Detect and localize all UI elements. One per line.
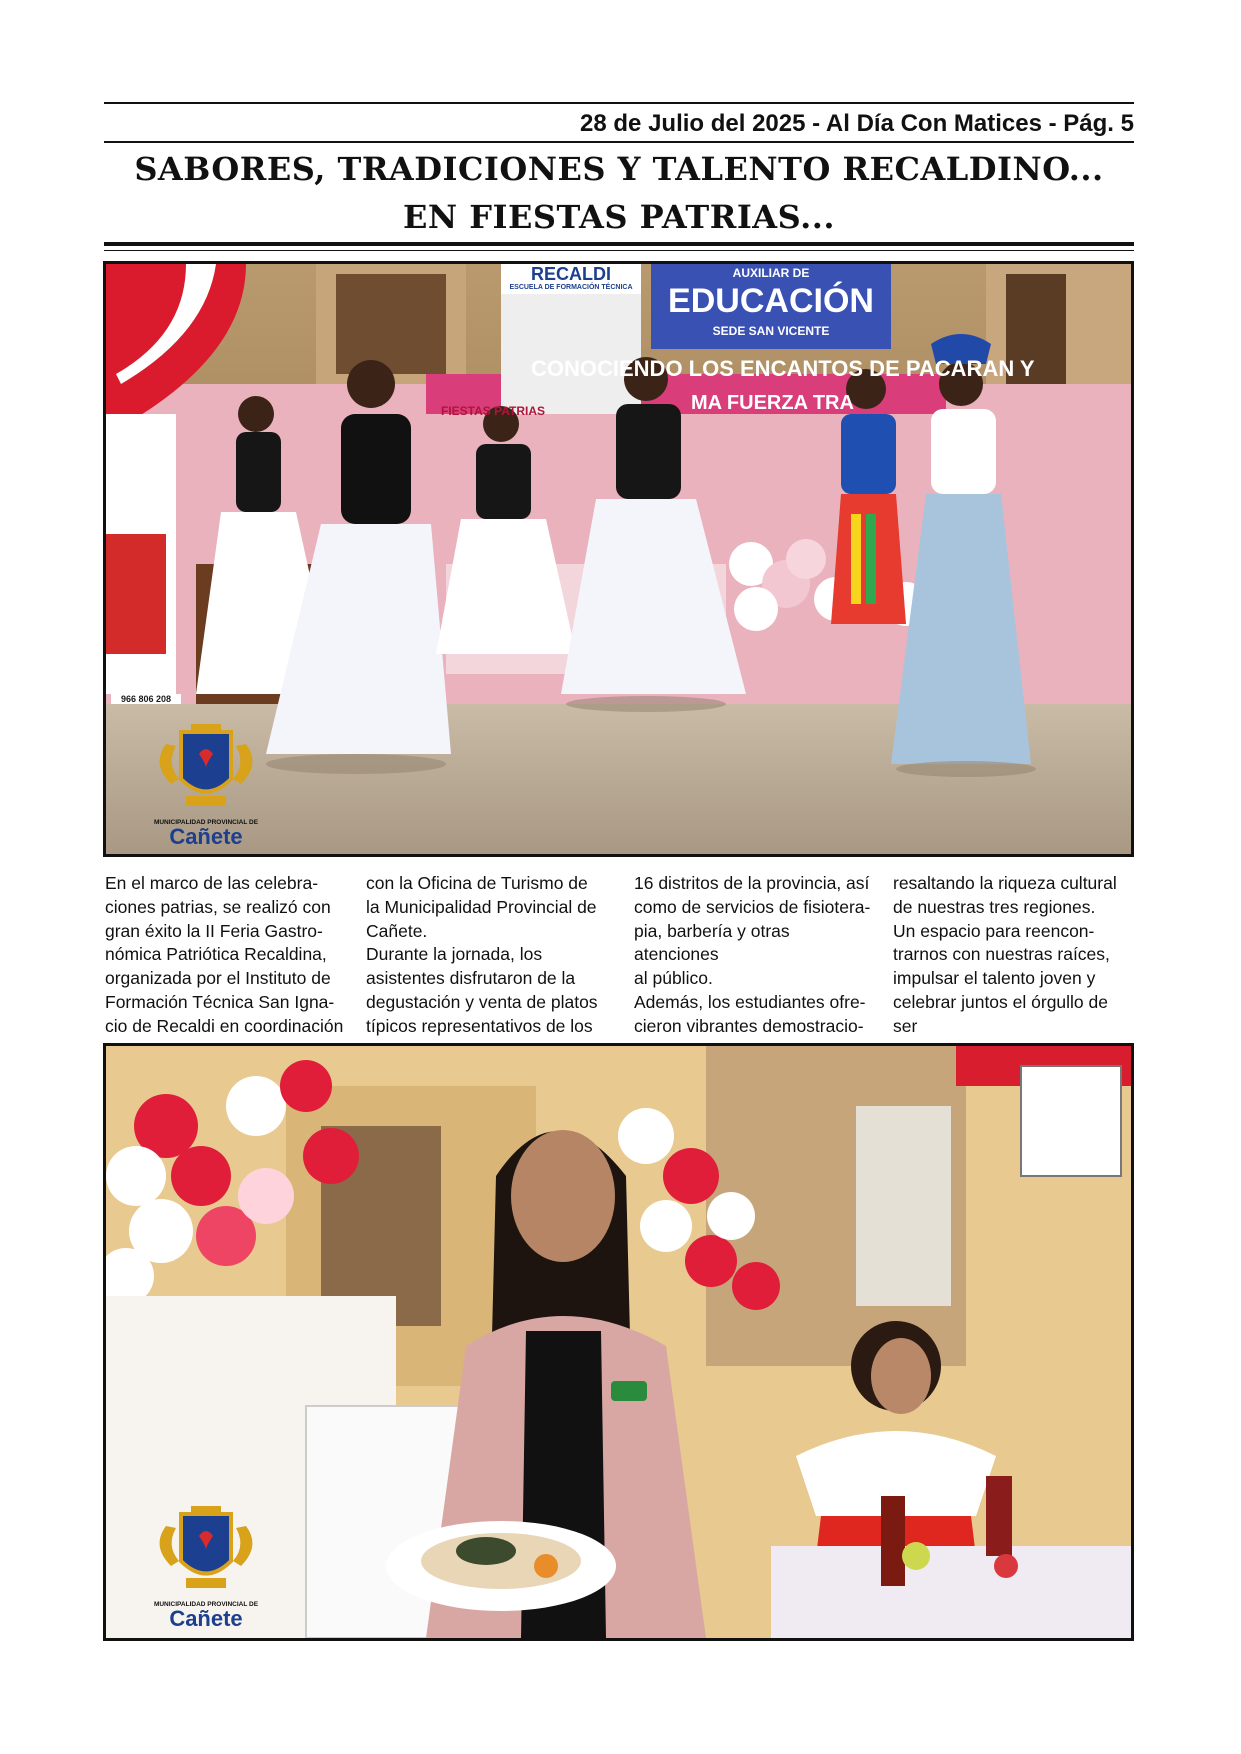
article-column-4: resaltando la riqueza cultural de nuestras tres regiones. Un espacio para reencon- trarnos con nuestras raíces, impulsar el talento joven y celebrar juntos el órgullo de ser (893, 873, 1117, 1036)
municipal-logo-2 (141, 1506, 271, 1630)
sign-recaldi: RECALDI (531, 264, 611, 284)
photo-ceviche (103, 1043, 1134, 1641)
logo-caption: MUNICIPALIDAD PROVINCIAL DE (153, 819, 259, 826)
article-column-1: En el marco de las celebra- ciones patrias, se realizó con gran éxito la II Feria Gastro- nómica Patriótica Recaldina, organizada por el Instituto de Formación Técnica San Igna- cio de Recaldi en coordinación (105, 873, 344, 1036)
coat-of-arms-icon (141, 1506, 271, 1596)
sign-fiestas: FIESTAS PATRIAS (441, 404, 546, 418)
headline-rule-thin (104, 250, 1134, 251)
coat-of-arms-icon (141, 724, 271, 814)
logo-caption: MUNICIPALIDAD PROVINCIAL DE (153, 1601, 259, 1608)
sign-sede: SEDE SAN VICENTE (712, 324, 830, 338)
sign-banner-2: MA FUERZA TRA (691, 392, 854, 414)
dateline-rule (104, 141, 1134, 143)
article-column-2: con la Oficina de Turismo de la Municipalidad Provincial de Cañete. Durante la jornada, los asistentes disfrutaron de la degustación y venta de platos típicos representativos de los (366, 873, 598, 1036)
sign-banner: CONOCIENDO LOS ENCANTOS DE PACARAN Y (531, 356, 1035, 381)
dateline: 28 de Julio del 2025 - Al Día Con Matices - Pág. 5 (580, 110, 1134, 137)
photo-dancers (103, 261, 1134, 857)
top-rule (104, 102, 1134, 104)
headline-line-1: SABORES, TRADICIONES Y TALENTO RECALDINO... (134, 150, 1104, 188)
sign-escuela: ESCUELA DE FORMACIÓN TÉCNICA (509, 284, 633, 291)
article-column-3: 16 distritos de la provincia, así como de servicios de fisiotera- pia, barbería y otras atenciones al público. Además, los estudiantes ofre- cieron vibrantes demostracio- (634, 873, 871, 1036)
logo-name: Cañete (169, 824, 243, 849)
sign-auxiliar: AUXILIAR DE (732, 266, 810, 280)
headline-line-2: EN FIESTAS PATRIAS... (402, 198, 835, 236)
logo-name: Cañete (169, 1606, 243, 1631)
municipal-logo-1 (141, 724, 271, 848)
sign-educacion: EDUCACIÓN (668, 282, 874, 320)
headline-rule-thick (104, 242, 1134, 246)
sign-phone: 966 806 208 (111, 694, 181, 704)
